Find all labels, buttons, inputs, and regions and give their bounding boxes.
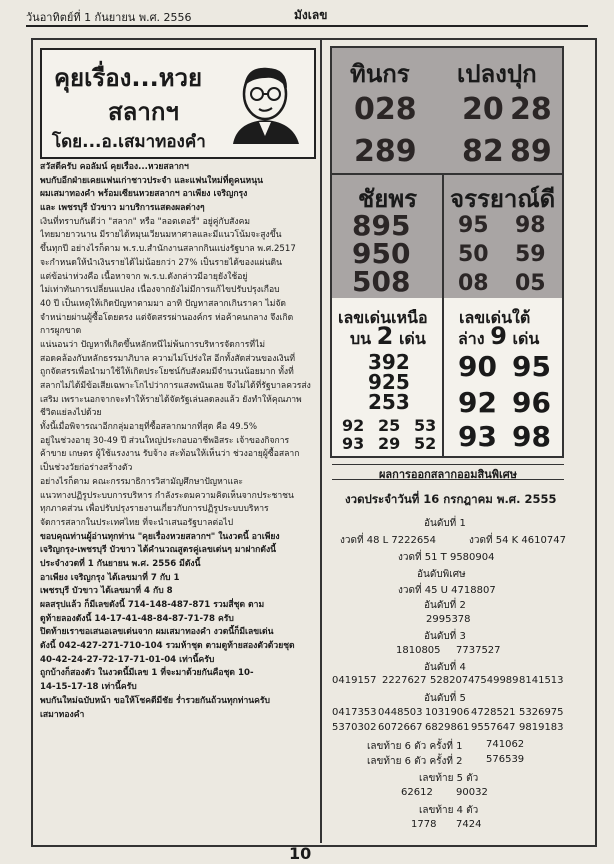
header-rule xyxy=(26,25,588,27)
prediction-number: 89 xyxy=(510,134,552,169)
prediction-number: 508 xyxy=(352,265,411,298)
article-line: อยู่ในช่วงอายุ 30-49 ปี ส่วนใหญ่ประกอบอาชีพอิสระ เจ้าของกิจการ xyxy=(40,435,290,446)
prediction-number: 20 xyxy=(462,92,504,127)
header-brand: มังเลข xyxy=(294,8,328,22)
article-line: ดูท้ายลองดังนี้ 14-17-41-48-84-87-71-78 ครับ xyxy=(40,613,234,624)
column-title-line1: คุยเรื่อง...หวย xyxy=(54,64,203,92)
article-line: เสริม เพราะนอกจากจะทำให้รายได้จัดรัฐเล่นลดลงแล้ว ยังทำให้คุณภาพ xyxy=(40,394,302,405)
article-line: เจริญกรุง-เพชรบุรี บัวขาว ได้คำนวณสูตรคู่เลขเด่นๆ มาฝากดังนี้ xyxy=(40,545,277,556)
lead-south-pair: 96 xyxy=(512,386,551,419)
article-line: เสมาทองคำ xyxy=(40,709,85,720)
article-body xyxy=(40,161,316,722)
prize-value: งวดที่ 45 U 4718807 xyxy=(398,585,496,596)
prize-value: 6829861 xyxy=(425,722,470,733)
lead-south-suffix: เด่น xyxy=(512,329,540,348)
results-date: งวดประจำวันที่ 16 กรกฎาคม พ.ศ. 2555 xyxy=(345,492,557,506)
article-line: พบกันใหม่ฉบับหน้า ขอให้โชคดีมีชัย ร่ำรวยกันถ้วนทุกท่านครับ xyxy=(40,695,270,706)
article-line: สลากไม่ได้มีข้อเสียเฉพาะโกไปว่าการแสงพนันเลย จึงไม่ได้ที่รัฐบาลควรส่ง xyxy=(40,381,311,391)
lead-north-heading xyxy=(350,322,426,352)
prize-value: 5326975 xyxy=(519,707,564,718)
article-line: แต่ข้อน่าห่วงคือ เนื้อหาจาก พ.ร.บ.ดังกล่าวมีอายุยังใช้อยู่ xyxy=(40,271,248,282)
article-line: เป็นช่วงวัยก่อร่างสร้างตัว xyxy=(40,463,133,474)
column-divider xyxy=(320,38,322,843)
article-line: ขึ้นทุกปี อย่างไรก็ตาม พ.ร.บ.สำนักงานสลากกินแบ่งรัฐบาล พ.ศ.2517 xyxy=(40,244,296,255)
article-line: ไม่เท่าทันการเปลี่ยนแปลง เนื่องจากยังไม่มีการแก้ไขปรับปรุงเกือบ xyxy=(40,285,280,296)
prize-value: 7549989 xyxy=(474,675,519,686)
prediction-number: 895 xyxy=(352,209,411,242)
article-line: แนวทางปฏิรูประบบการบริหาร กำลังระดมความคิดเห็นจากประชาชน xyxy=(40,490,294,501)
article-line: สวัสดีครับ คอลัมน์ คุยเรื่อง...หวยสลากฯ xyxy=(40,162,189,172)
article-line: จัดการสลากในประเทศไทย ที่จะนำเสนอรัฐบาลต่อไป xyxy=(40,517,234,528)
prize-value: 1778 xyxy=(411,819,437,830)
article-line: ชีวิตแย่ลงไปด้วย xyxy=(40,408,102,419)
prize-value: 7737527 xyxy=(456,645,501,656)
article-line: แน่นอนว่า ปัญหาที่เกิดขึ้นหลักหนีไม่พ้นการบริหารจัดการที่ไม่ xyxy=(40,339,266,350)
article-line: ถูกบ้างก็สองตัว ในงวดนี้มีเลข 1 ที่จะมาด้วยกันคือชุด 10- xyxy=(40,668,254,679)
article-line: การผูกขาด xyxy=(40,326,82,337)
prize-value: งวดที่ 48 L 7222654 xyxy=(340,535,436,546)
lead-north-pair: 29 xyxy=(378,434,401,453)
article-line: อย่างไรก็ตาม คณะกรรมาธิการวิสามัญศึกษาปัญหาและ xyxy=(40,476,244,487)
prize-label: อันดับที่ 1 xyxy=(424,518,466,529)
article-line: จำหน่ายผ่านผู้ซื้อโดยตรง แต่จัดสรรผ่านองค์กร ห่อค้าคนกลาง จึงเกิด xyxy=(40,312,294,323)
lead-north-prefix: บน xyxy=(350,329,372,348)
article-line: จะกำหนดให้นำเงินรายได้ไม่น้อยกว่า 27% เป็นรายได้ของแผ่นดิน xyxy=(40,257,283,268)
article-line: ทุกภาคส่วน เพื่อปรับปรุงรายงานเกี่ยวกับการปฏิรูประบบบริหาร xyxy=(40,504,269,515)
prize-value: 0448503 xyxy=(378,707,423,718)
article-line: ขอบคุณท่านผู้อ่านทุกท่าน "คุยเรื่องหวยสลากฯ" ในงวดนี้ อาเพียง xyxy=(40,531,280,542)
lead-south-pair: 98 xyxy=(512,420,551,453)
article-line: พบกับอีกฝ่ายเคยแฟนเก่าชาวประจำ และแฟนใหม่ที่ดูคนหนุน xyxy=(40,175,263,186)
lead-south-pair: 95 xyxy=(512,350,551,383)
lead-north-suffix: เด่น xyxy=(398,329,426,348)
prize-label: เลขท้าย 4 ตัว xyxy=(419,805,479,816)
article-line: 40-42-24-27-72-17-71-01-04 เท่านี้ครับ xyxy=(40,654,215,665)
prize-label: เลขท้าย 6 ตัว ครั้งที่ 2 xyxy=(367,756,463,767)
lead-north-pair: 52 xyxy=(414,434,437,453)
prize-value: 0419157 xyxy=(332,675,377,686)
prize-value: 5282074 xyxy=(430,675,475,686)
prediction-number: 05 xyxy=(515,271,546,296)
lead-north-triple: 253 xyxy=(368,390,410,414)
lead-south-pair: 90 xyxy=(458,350,497,383)
header-date: วันอาทิตย์ที่ 1 กันยายน พ.ศ. 2556 xyxy=(26,11,192,24)
article-line: และ เพชรบุรี บัวขาว มาบริการแสดงผลต่างๆ xyxy=(40,203,205,214)
lead-north-title: เลขเด่นเหนือ xyxy=(338,308,428,327)
prize-value: งวดที่ 54 K 4610747 xyxy=(469,535,566,546)
article-line: ปิดท้ายเราขอเสนอเลขเด่นจาก ผมเสมาทองคำ งวดนี้ก็มีเลขเด่น xyxy=(40,627,274,638)
prize-value: 9557647 xyxy=(471,722,516,733)
vertical-separator xyxy=(442,175,444,300)
prediction-number: 28 xyxy=(510,92,552,127)
prediction-number: 289 xyxy=(354,134,417,169)
prize-value: 7424 xyxy=(456,819,482,830)
article-line: ดังนี้ 042-427-271-710-104 รวมห้าชุด ตามดูท้ายสองตัวด้วยชุด xyxy=(40,641,295,652)
prize-value: 2995378 xyxy=(426,614,471,625)
prize-value: 1031906 xyxy=(425,707,470,718)
lead-north-triple: 392 xyxy=(368,350,410,374)
lead-numbers-panel xyxy=(330,298,564,458)
prediction-number: 50 xyxy=(458,242,489,267)
prize-value: 5370302 xyxy=(332,722,377,733)
prize-label: อันดับที่ 4 xyxy=(424,662,466,673)
lead-north-pair: 25 xyxy=(378,416,401,435)
prize-label: อันดับที่ 2 xyxy=(424,600,466,611)
predictor-name: ชัยพร xyxy=(358,185,418,213)
prize-value: 9819183 xyxy=(519,722,564,733)
vertical-separator xyxy=(442,298,444,456)
article-line: อาเพียง เจริญกรุง ได้เลขมาที่ 7 กับ 1 xyxy=(40,572,180,583)
prize-value: 8141513 xyxy=(519,675,564,686)
lead-north-pair: 53 xyxy=(414,416,437,435)
article-line: ถูกจัดสรรเพื่อนำมาใช้ให้เกิดประโยชน์กับสังคมมีจำนวนน้อยมาก ทั้งที่ xyxy=(40,367,294,378)
lead-north-triple: 925 xyxy=(368,370,410,394)
lead-south-pair: 92 xyxy=(458,386,497,419)
prize-value: 6072667 xyxy=(378,722,423,733)
prize-label: เลขท้าย 5 ตัว xyxy=(419,773,479,784)
article-line: เงินที่ทราบกันดีว่า "สลาก" หรือ "ลอตเตอรี่" อยู่คู่กับสังคม xyxy=(40,216,251,227)
lead-south-title: เลขเด่นใต้ xyxy=(459,308,531,327)
predictions-top-panel xyxy=(330,46,564,175)
article-line: ทั้งนี้เมื่อพิจารณาอีกกลุ่มอายุที่ซื้อสลากมากที่สุด คือ 49.5% xyxy=(40,422,258,433)
prediction-number: 950 xyxy=(352,237,411,270)
prize-value: 0417353 xyxy=(332,707,377,718)
prize-label: อันดับพิเศษ xyxy=(417,569,466,580)
article-line: ไทยมายาวนาน มีรายได้หมุนเวียนมหาศาลและมีแนวโน้มจะสูงขึ้น xyxy=(40,230,282,241)
prize-value: 1810805 xyxy=(396,645,441,656)
prize-value: 90032 xyxy=(456,787,488,798)
page-number: 10 xyxy=(289,844,312,863)
article-line: ประจำงวดที่ 1 กันยายน พ.ศ. 2556 มีดังนี้ xyxy=(40,558,201,569)
prediction-number: 08 xyxy=(458,271,489,296)
lead-south-pair: 93 xyxy=(458,420,497,453)
prize-value: 2227627 xyxy=(382,675,427,686)
column-title-line2: สลากฯ xyxy=(108,98,179,126)
prize-label: อันดับที่ 3 xyxy=(424,631,466,642)
results-title: ผลการออกสลากออมสินพิเศษ xyxy=(332,464,564,480)
author-portrait-icon xyxy=(225,60,305,144)
lead-south-heading xyxy=(458,322,539,352)
prize-label: เลขท้าย 6 ตัว ครั้งที่ 1 xyxy=(367,741,463,752)
column-author: โดย...อ.เสมาทองคำ xyxy=(52,132,206,152)
article-line: เพชรบุรี บัวขาว ได้เลขมาที่ 4 กับ 8 xyxy=(40,586,173,597)
prediction-number: 82 xyxy=(462,134,504,169)
column-title-box xyxy=(40,48,316,159)
prediction-number: 98 xyxy=(515,213,546,238)
predictor-name: เปลงปุก xyxy=(457,60,537,88)
prize-label: อันดับที่ 5 xyxy=(424,693,466,704)
lead-south-count: 9 xyxy=(490,322,507,350)
prize-value: งวดที่ 51 T 9580904 xyxy=(398,552,495,563)
lead-north-count: 2 xyxy=(376,322,394,350)
article-line: สอดคล้องกับหลักธรรมาภิบาล ความไม่โปร่งใส อีกทั้งสัดส่วนของเงินที่ xyxy=(40,353,296,364)
lead-north-pair: 92 xyxy=(342,416,365,435)
predictor-name: ทินกร xyxy=(350,60,410,88)
prize-value: 62612 xyxy=(401,787,433,798)
lead-north-pair: 93 xyxy=(342,434,365,453)
article-line: 40 ปี เป็นเหตุให้เกิดปัญหาตามมา อาทิ ปัญหาสลากเกินราคา ไม่จัด xyxy=(40,298,287,309)
prize-value: 4728521 xyxy=(471,707,516,718)
article-line: ค้าขาย เกษตร ผู้ใช้แรงงาน รับจ้าง สะท้อนให้เห็นว่า ช่วงอายุผู้ซื้อสลาก xyxy=(40,449,300,460)
prize-value: 741062 xyxy=(486,739,525,750)
lead-south-prefix: ล่าง xyxy=(458,329,485,348)
predictions-mid-panel xyxy=(330,173,564,302)
prediction-number: 028 xyxy=(354,92,417,127)
prize-value: 576539 xyxy=(486,754,525,765)
prediction-number: 59 xyxy=(515,242,546,267)
predictor-name: จรรยาณ์ดี xyxy=(450,185,556,213)
article-line: 14-15-17-18 เท่านี้ครับ xyxy=(40,682,137,693)
article-line: ผมเสมาทองคำ พร้อมเซียนหวยสลากฯ อาเพียง เจริญกรุง xyxy=(40,189,248,200)
prediction-number: 95 xyxy=(458,213,489,238)
article-line: ผลสรุปแล้ว ก็มีเลขดังนี้ 714-148-487-871 รวมสี่ชุด ตาม xyxy=(40,600,265,610)
